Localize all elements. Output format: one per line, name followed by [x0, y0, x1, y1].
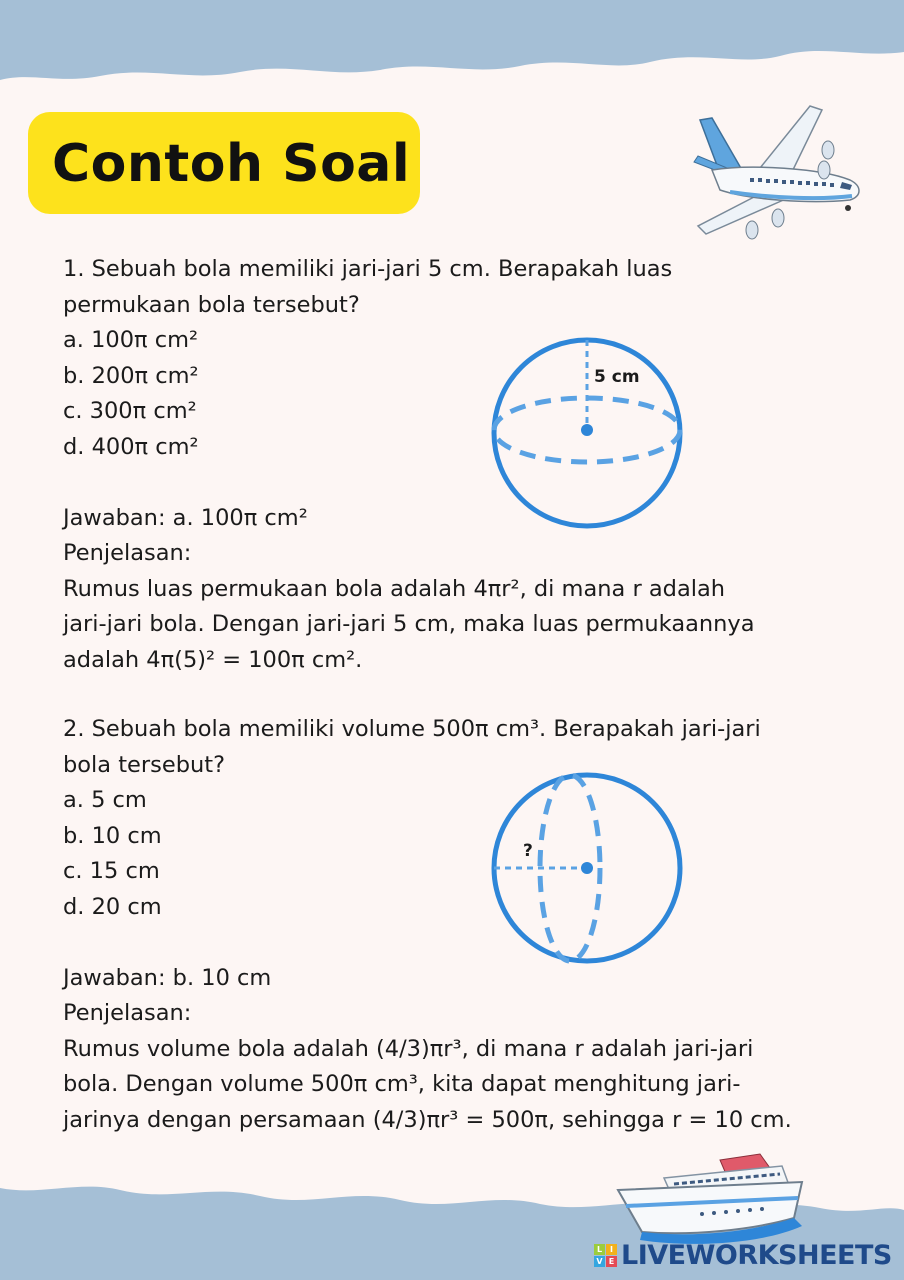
liveworksheets-logo: [594, 1240, 892, 1271]
airplane-icon: [690, 98, 870, 248]
logo-letter-v: V: [594, 1256, 605, 1267]
q1-option-a: a. 100π cm²: [63, 327, 199, 353]
q1-explanation-line-1: Rumus luas permukaan bola adalah 4πr², di mana r adalah: [63, 575, 726, 602]
sphere-diagram-2: [486, 770, 688, 972]
logo-mark: [594, 1244, 617, 1267]
q2-option-a: a. 5 cm: [63, 787, 147, 813]
q1-explanation-label: Penjelasan:: [63, 540, 192, 566]
logo-letter-e: E: [606, 1256, 617, 1267]
q1-option-d: d. 400π cm²: [63, 433, 199, 460]
q1-stem-line-2: permukaan bola tersebut?: [63, 291, 360, 318]
question-2: [63, 712, 853, 1138]
q2-option-b: b. 10 cm: [63, 822, 162, 849]
q2-explanation-line-3: jarinya dengan persamaan (4/3)πr³ = 500π, sehingga r = 10 cm.: [63, 1106, 792, 1133]
q2-explanation-label: Penjelasan:: [63, 1000, 192, 1026]
q1-explanation-line-2: jari-jari bola. Dengan jari-jari 5 cm, maka luas permukaannya: [63, 611, 755, 637]
q1-stem-line-1: 1. Sebuah bola memiliki jari-jari 5 cm. Berapakah luas: [63, 256, 673, 282]
q1-option-c: c. 300π cm²: [63, 398, 197, 424]
q2-stem-line-2: bola tersebut?: [63, 751, 226, 778]
q2-stem-line-1: 2. Sebuah bola memiliki volume 500π cm³. Berapakah jari-jari: [63, 716, 761, 742]
q1-explanation-line-3: adalah 4π(5)² = 100π cm².: [63, 646, 363, 673]
q1-option-b: b. 200π cm²: [63, 362, 199, 389]
logo-letter-i: I: [606, 1244, 617, 1255]
question-1: [63, 252, 853, 678]
q2-option-d: d. 20 cm: [63, 893, 162, 920]
sphere-2-radius-label: ?: [523, 841, 533, 861]
sphere-diagram-1: [486, 332, 688, 534]
q1-answer: Jawaban: a. 100π cm²: [63, 504, 308, 531]
logo-letter-l: L: [594, 1244, 605, 1255]
sphere-1-radius-label: 5 cm: [594, 367, 640, 387]
cruise-ship-icon: [612, 1148, 812, 1248]
q2-explanation-line-1: Rumus volume bola adalah (4/3)πr³, di mana r adalah jari-jari: [63, 1035, 754, 1062]
q2-explanation-line-2: bola. Dengan volume 500π cm³, kita dapat menghitung jari-: [63, 1071, 741, 1097]
q2-option-c: c. 15 cm: [63, 858, 160, 884]
q2-answer: Jawaban: b. 10 cm: [63, 964, 272, 991]
page-title: Contoh Soal: [52, 134, 411, 194]
logo-wordmark: LIVEWORKSHEETS: [621, 1240, 892, 1271]
